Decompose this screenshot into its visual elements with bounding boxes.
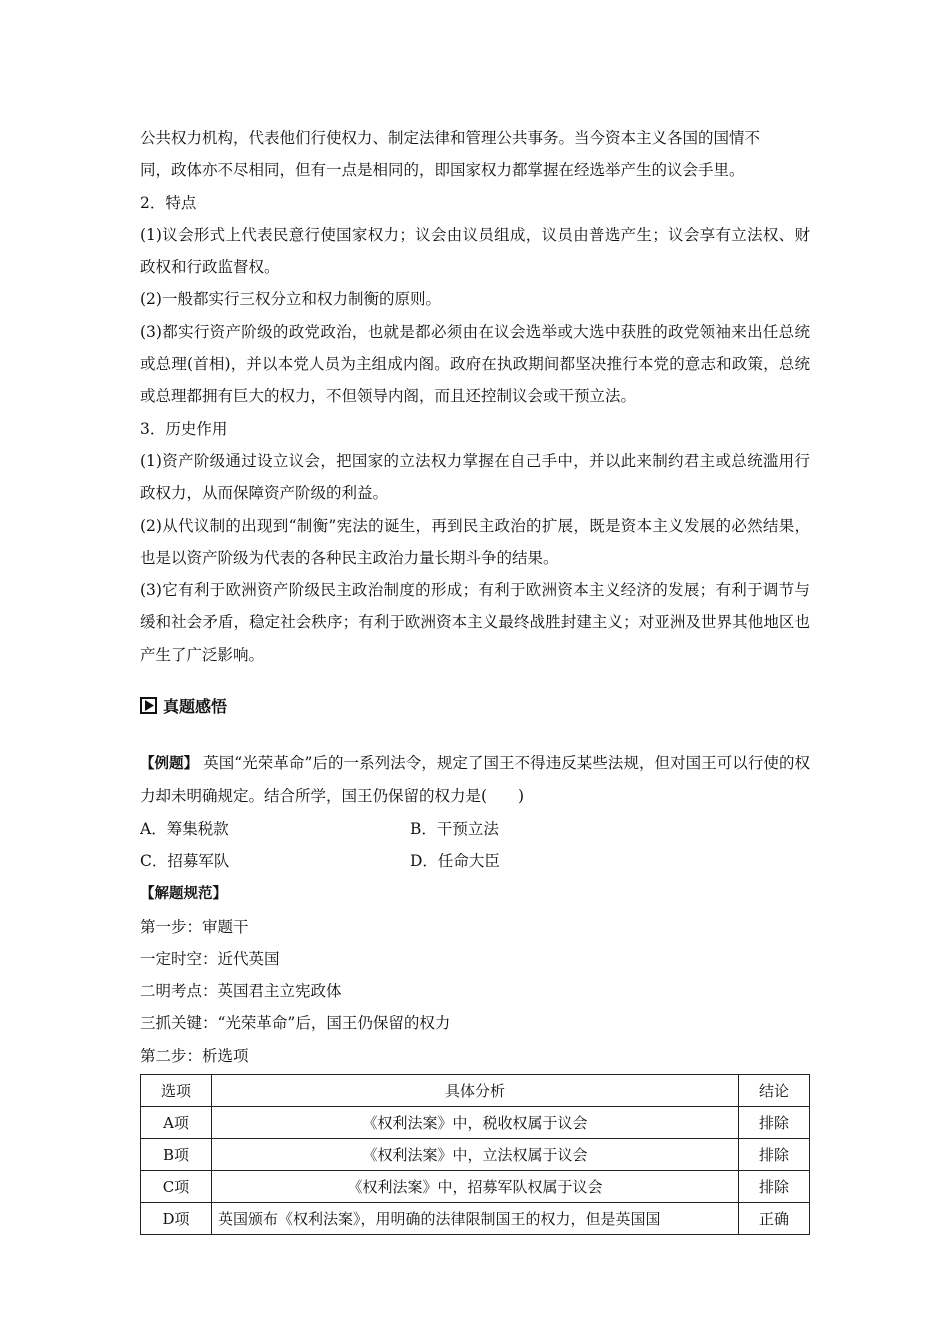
- row-option: A项: [141, 1107, 212, 1139]
- solution-line-3: 三抓关键：“光荣革命”后，国王仍保留的权力: [140, 1014, 451, 1033]
- options-row-1: [140, 813, 810, 845]
- step-2: 第二步：析选项: [140, 1046, 249, 1065]
- history-item-1: (1)资产阶级通过设立议会，把国家的立法权力掌握在自己手中，并以此来制约君主或总统滥用行政权力，从而保障资产阶级的利益。: [140, 451, 810, 503]
- row-result: 排除: [739, 1171, 810, 1203]
- solution-line-1: 一定时空：近代英国: [140, 949, 280, 968]
- row-result: 排除: [739, 1107, 810, 1139]
- solution-line-2: 二明考点：英国君主立宪政体: [140, 982, 342, 1001]
- row-analysis: 《权利法案》中，招募军队权属于议会: [212, 1171, 739, 1203]
- row-analysis: 《权利法案》中，立法权属于议会: [212, 1139, 739, 1171]
- table-header-row: [141, 1075, 810, 1107]
- history-item-3: (3)它有利于欧洲资产阶级民主政治制度的形成；有利于欧洲资本主义经济的发展；有利于调节与缓和社会矛盾，稳定社会秩序；有利于欧洲资本主义最终战胜封建主义；对亚洲及世界其他地区也产生了广泛影响。: [140, 581, 810, 664]
- header-analysis: 具体分析: [212, 1075, 739, 1107]
- feature-item-2: (2)一般都实行三权分立和权力制衡的原则。: [140, 290, 441, 309]
- section-header: [140, 683, 810, 727]
- history-heading: 3．历史作用: [140, 419, 228, 438]
- history-item-2: (2)从代议制的出现到“制衡”宪法的诞生，再到民主政治的扩展，既是资本主义发展的必然结果，也是以资产阶级为代表的各种民主政治力量长期斗争的结果。: [140, 516, 810, 567]
- row-analysis: 《权利法案》中，税收权属于议会: [212, 1107, 739, 1139]
- table-row: [141, 1203, 810, 1235]
- feature-item-3: (3)都实行资产阶级的政党政治，也就是都必须由在议会选举或大选中获胜的政党领袖来出任总统或总理(首相)，并以本党人员为主组成内阁。政府在执政期间都坚决推行本党的意志和政策，总统或总理都拥有巨大的权力，不但领导内阁，而且还控制议会或干预立法。: [140, 322, 810, 406]
- features-heading: 2．特点: [140, 193, 197, 212]
- header-result: 结论: [739, 1075, 810, 1107]
- solution-tag: 【解题规范】: [140, 886, 227, 903]
- row-analysis: 英国颁布《权利法案》，用明确的法律限制国王的权力，但是英国国: [212, 1203, 739, 1235]
- solution-heading: [140, 877, 810, 910]
- example-question: [140, 747, 810, 813]
- section-title: 真题感悟: [163, 696, 228, 716]
- option-b: B．干预立法: [410, 819, 499, 838]
- option-a: A．筹集税款: [140, 819, 229, 838]
- row-option: C项: [141, 1171, 212, 1203]
- document-page: [140, 122, 810, 1235]
- table-row: [141, 1139, 810, 1171]
- header-option: 选项: [141, 1075, 212, 1107]
- row-option: B项: [141, 1139, 212, 1171]
- step-1: 第一步：审题干: [140, 917, 249, 936]
- row-result: 排除: [739, 1139, 810, 1171]
- intro-line-2: 同，政体亦不尽相同，但有一点是相同的，即国家权力都掌握在经选举产生的议会手里。: [140, 161, 745, 180]
- analysis-table: [140, 1074, 810, 1235]
- options-row-2: [140, 845, 810, 877]
- example-tag: 【例题】: [140, 756, 199, 773]
- row-result: 正确: [739, 1203, 810, 1235]
- play-triangle-icon: [140, 697, 157, 714]
- example-question-text: 英国“光荣革命”后的一系列法令，规定了国王不得违反某些法规，但对国王可以行使的权力却未明确规定。结合所学，国王仍保留的权力是( ): [140, 754, 810, 806]
- option-c: C．招募军队: [140, 851, 230, 870]
- table-row: [141, 1107, 810, 1139]
- table-row: [141, 1171, 810, 1203]
- feature-item-1: (1)议会形式上代表民意行使国家权力；议会由议员组成，议员由普选产生；议会享有立法权、财政权和行政监督权。: [140, 225, 810, 277]
- intro-line-1: 公共权力机构，代表他们行使权力、制定法律和管理公共事务。当今资本主义各国的国情不: [140, 129, 761, 147]
- row-option: D项: [141, 1203, 212, 1235]
- option-d: D．任命大臣: [410, 851, 500, 870]
